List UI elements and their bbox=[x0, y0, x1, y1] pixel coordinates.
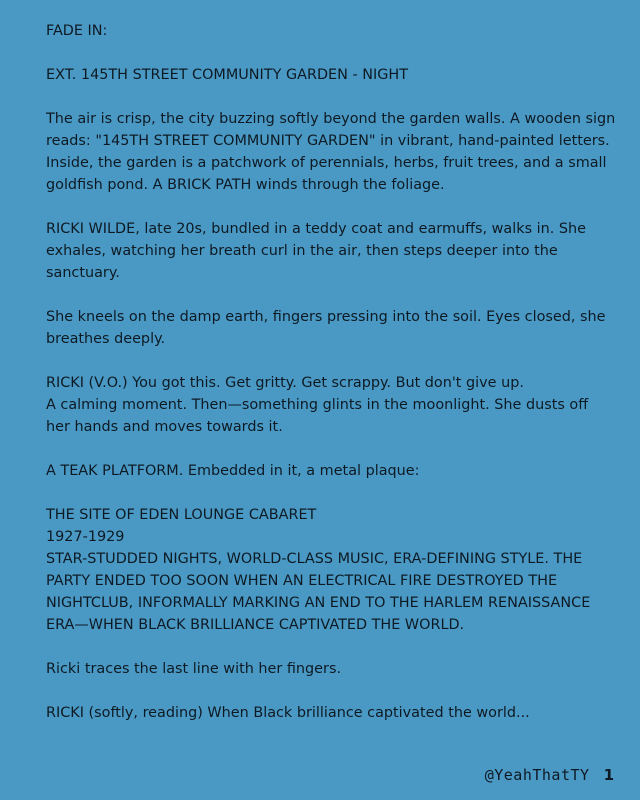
plaque-title: THE SITE OF EDEN LOUNGE CABARET bbox=[46, 507, 317, 523]
author-handle: @YeahThatTY bbox=[484, 766, 590, 784]
page-number: 1 bbox=[603, 766, 614, 784]
action-paragraph-3: She kneels on the damp earth, fingers pressing into the soil. Eyes closed, she breathes deeply. bbox=[46, 309, 606, 347]
action-paragraph-2: RICKI WILDE, late 20s, bundled in a teddy coat and earmuffs, walks in. She exhales, watching her breath curl in the air, then steps deeper into the sanctuary. bbox=[46, 221, 587, 281]
dialogue-line: RICKI (softly, reading) When Black brilliance captivated the world... bbox=[46, 705, 530, 721]
action-paragraph-1: The air is crisp, the city buzzing softly beyond the garden walls. A wooden sign reads: "145TH STREET COMMUNITY GARDEN" in vibrant, hand-painted letters. Inside, the garden is a patchwork of perennials, herbs, fruit trees, and a small goldfish pond. A BRICK PATH winds through the foliage. bbox=[46, 111, 616, 193]
action-paragraph-6: Ricki traces the last line with her fingers. bbox=[46, 661, 342, 677]
screenplay-page bbox=[46, 20, 616, 746]
voice-over-line: RICKI (V.O.) You got this. Get gritty. Get scrappy. But don't give up. bbox=[46, 375, 524, 391]
plaque-years: 1927-1929 bbox=[46, 529, 125, 545]
fade-in-text: FADE IN: bbox=[46, 23, 108, 39]
action-paragraph-4: A calming moment. Then—something glints in the moonlight. She dusts off her hands and moves towards it. bbox=[46, 397, 589, 435]
page-footer bbox=[485, 766, 614, 784]
scene-heading: EXT. 145TH STREET COMMUNITY GARDEN - NIGHT bbox=[46, 67, 409, 83]
action-paragraph-5: A TEAK PLATFORM. Embedded in it, a metal plaque: bbox=[46, 463, 420, 479]
plaque-text: STAR-STUDDED NIGHTS, WORLD-CLASS MUSIC, ERA-DEFINING STYLE. THE PARTY ENDED TOO SOON WHEN AN ELECTRICAL FIRE DESTROYED THE NIGHTCLUB, INFORMALLY MARKING AN END TO THE HARLEM RENAISSANCE ERA—WHEN BLACK BRILLIANCE CAPTIVATED THE WORLD. bbox=[46, 551, 591, 633]
